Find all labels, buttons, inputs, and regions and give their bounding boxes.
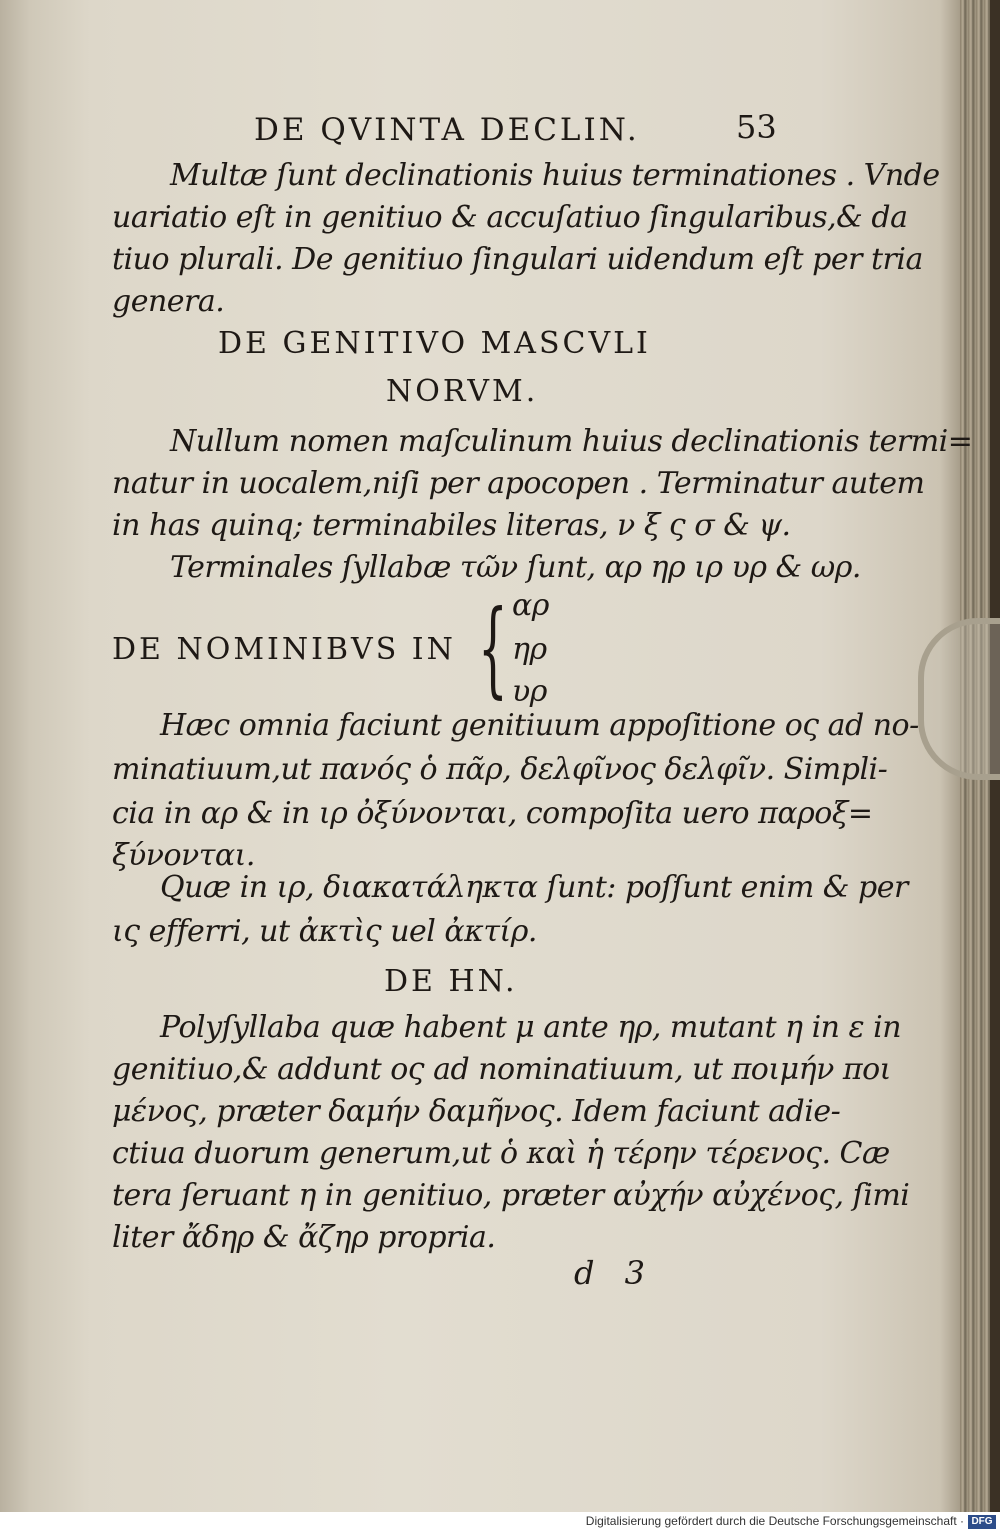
brace-icon: { bbox=[478, 587, 508, 709]
paragraph-1-line-4: genera. bbox=[112, 284, 225, 319]
brace-item-er: ηρ bbox=[512, 632, 547, 667]
paragraph-1-line-2: uariatio eſt in genitiuo & accuſatiuo ſingularibus,& da bbox=[112, 200, 908, 235]
heading-genitivo-masculinorum-2: NORVM. bbox=[386, 374, 539, 409]
paragraph-3-line-1: Hæc omnia faciunt genitiuum appoſitione ος ad no- bbox=[160, 708, 919, 743]
running-header: DE QVINTA DECLIN. bbox=[254, 112, 640, 148]
paragraph-2-line-4: Terminales ſyllabæ τῶν ſunt, αρ ηρ ιρ υρ & ωρ. bbox=[170, 550, 861, 585]
paragraph-2-line-2: natur in uocalem,niſi per apocopen . Terminatur autem bbox=[112, 466, 925, 501]
paragraph-1-line-1: Multæ ſunt declinationis huius terminationes . Vnde bbox=[170, 158, 940, 193]
footer-credit: Digitalisierung gefördert durch die Deutsche Forschungsgemeinschaft · bbox=[585, 1514, 964, 1528]
brace-item-ar: αρ bbox=[512, 588, 549, 623]
paragraph-1-line-3: tiuo plurali. De genitiuo ſingulari uidendum eſt per tria bbox=[112, 242, 923, 277]
paragraph-4-line-2: ις efferri, ut ἀκτὶς uel ἀκτίρ. bbox=[112, 914, 537, 949]
paragraph-3-line-2: minatiuum,ut πανός ὁ πᾶρ, δελφῖνος δελφῖν. Simpli- bbox=[112, 752, 888, 787]
heading-de-hn: DE HN. bbox=[384, 964, 518, 999]
dfg-logo: DFG bbox=[968, 1515, 996, 1529]
paragraph-5-line-3: μένος, præter δαμήν δαμῆνος. Idem faciunt adie- bbox=[112, 1094, 841, 1129]
paragraph-5-line-5: tera ſeruant η in genitiuo, præter αὐχήν αὐχένος, ſimi bbox=[112, 1178, 910, 1213]
brace-item-ur: υρ bbox=[512, 674, 547, 709]
paragraph-3-line-4: ξύνονται. bbox=[112, 838, 255, 873]
paragraph-3-line-3: cia in αρ & in ιρ ὀξύνονται, compoſita uero παροξ= bbox=[112, 796, 873, 831]
paragraph-5-line-6: liter ἄδηρ & ἄζηρ propria. bbox=[112, 1220, 496, 1255]
digitization-footer bbox=[0, 1512, 1000, 1532]
paragraph-5-line-2: genitiuo,& addunt ος ad nominatiuum, ut ποιμήν ποι bbox=[112, 1052, 891, 1087]
paragraph-2-line-1: Nullum nomen maſculinum huius declinationis termi= bbox=[170, 424, 973, 459]
paragraph-5-line-4: ctiua duorum generum,ut ὁ καὶ ἡ τέρην τέρενος. Cæ bbox=[112, 1136, 890, 1171]
paragraph-4-line-1: Quæ in ιρ, διακατάληκτα ſunt: poſſunt enim & per bbox=[160, 870, 908, 905]
paragraph-2-line-3: in has quinq; terminabiles literas, ν ξ ς σ & ψ. bbox=[112, 508, 791, 543]
page-number: 53 bbox=[736, 108, 777, 146]
heading-genitivo-masculinorum: DE GENITIVO MASCVLI bbox=[218, 326, 651, 361]
heading-de-nominibus: DE NOMINIBVS IN bbox=[112, 632, 456, 667]
paragraph-5-line-1: Polyſyllaba quæ habent μ ante ηρ, mutant η in ε in bbox=[160, 1010, 902, 1045]
signature-mark: d 3 bbox=[574, 1254, 656, 1292]
